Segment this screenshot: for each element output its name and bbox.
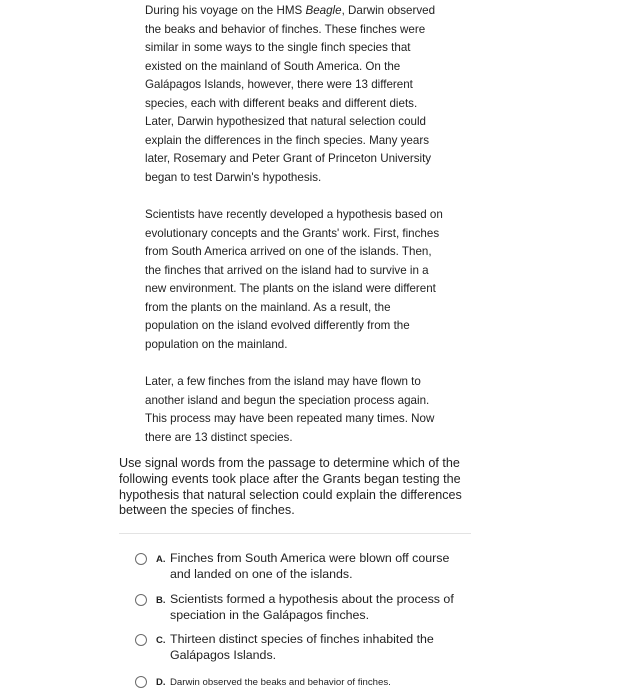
answer-option-b[interactable] — [135, 592, 475, 623]
option-letter-d: D. — [156, 677, 166, 688]
passage-p1-text-end: , Darwin observed the beaks and behavior of finches. These finches were similar in some ways to the single finch species that existed on the mainland of South America. On the Galápagos Islands, however, there were 13 different species, each with different beaks and different diets. Later, Darwin hypothesized that natural selection could explain the differences in the finch species. Many years later, Rosemary and Peter Grant of Princeton University began to test Darwin's hypothesis. — [145, 4, 436, 184]
option-letter-c: C. — [156, 635, 166, 646]
option-letter-a: A. — [156, 554, 166, 565]
option-text-d: Darwin observed the beaks and behavior of finches. — [170, 677, 391, 688]
radio-button-b[interactable] — [135, 594, 147, 606]
radio-button-d[interactable] — [135, 676, 147, 688]
answer-option-c[interactable] — [135, 632, 475, 663]
radio-button-a[interactable] — [135, 553, 147, 565]
ship-name: Beagle — [305, 4, 342, 17]
answer-option-a[interactable] — [135, 551, 475, 582]
passage-p1-text-start: During his voyage on the HMS — [145, 4, 306, 17]
option-letter-b: B. — [156, 595, 166, 606]
passage-paragraph-3: Later, a few finches from the island may have flown to another island and begun the speciation process again. This process may have been repeated many times. Now there are 13 distinct species. — [145, 375, 435, 444]
passage-paragraph-2: Scientists have recently developed a hypothesis based on evolutionary concepts and the Grants' work. First, finches from South America arrived on one of the islands. Then, the finches that arrived on the island had to survive in a new environment. The plants on the island were different from the plants on the mainland. As a result, the population on the island evolved differently from the population on the mainland. — [145, 208, 443, 351]
question-prompt: Use signal words from the passage to determine which of the following events took place after the Grants began testing the hypothesis that natural selection could explain the differences between the species of finches. — [119, 456, 462, 518]
reading-passage — [145, 2, 445, 466]
option-text-b: Scientists formed a hypothesis about the process of speciation in the Galápagos finches. — [170, 592, 454, 622]
divider — [119, 533, 471, 534]
answer-option-d[interactable] — [135, 674, 475, 689]
radio-button-c[interactable] — [135, 634, 147, 646]
option-text-c: Thirteen distinct species of finches inhabited the Galápagos Islands. — [170, 632, 434, 662]
option-text-a: Finches from South America were blown off course and landed on one of the islands. — [170, 551, 450, 581]
passage-paragraph-1 — [145, 2, 445, 187]
